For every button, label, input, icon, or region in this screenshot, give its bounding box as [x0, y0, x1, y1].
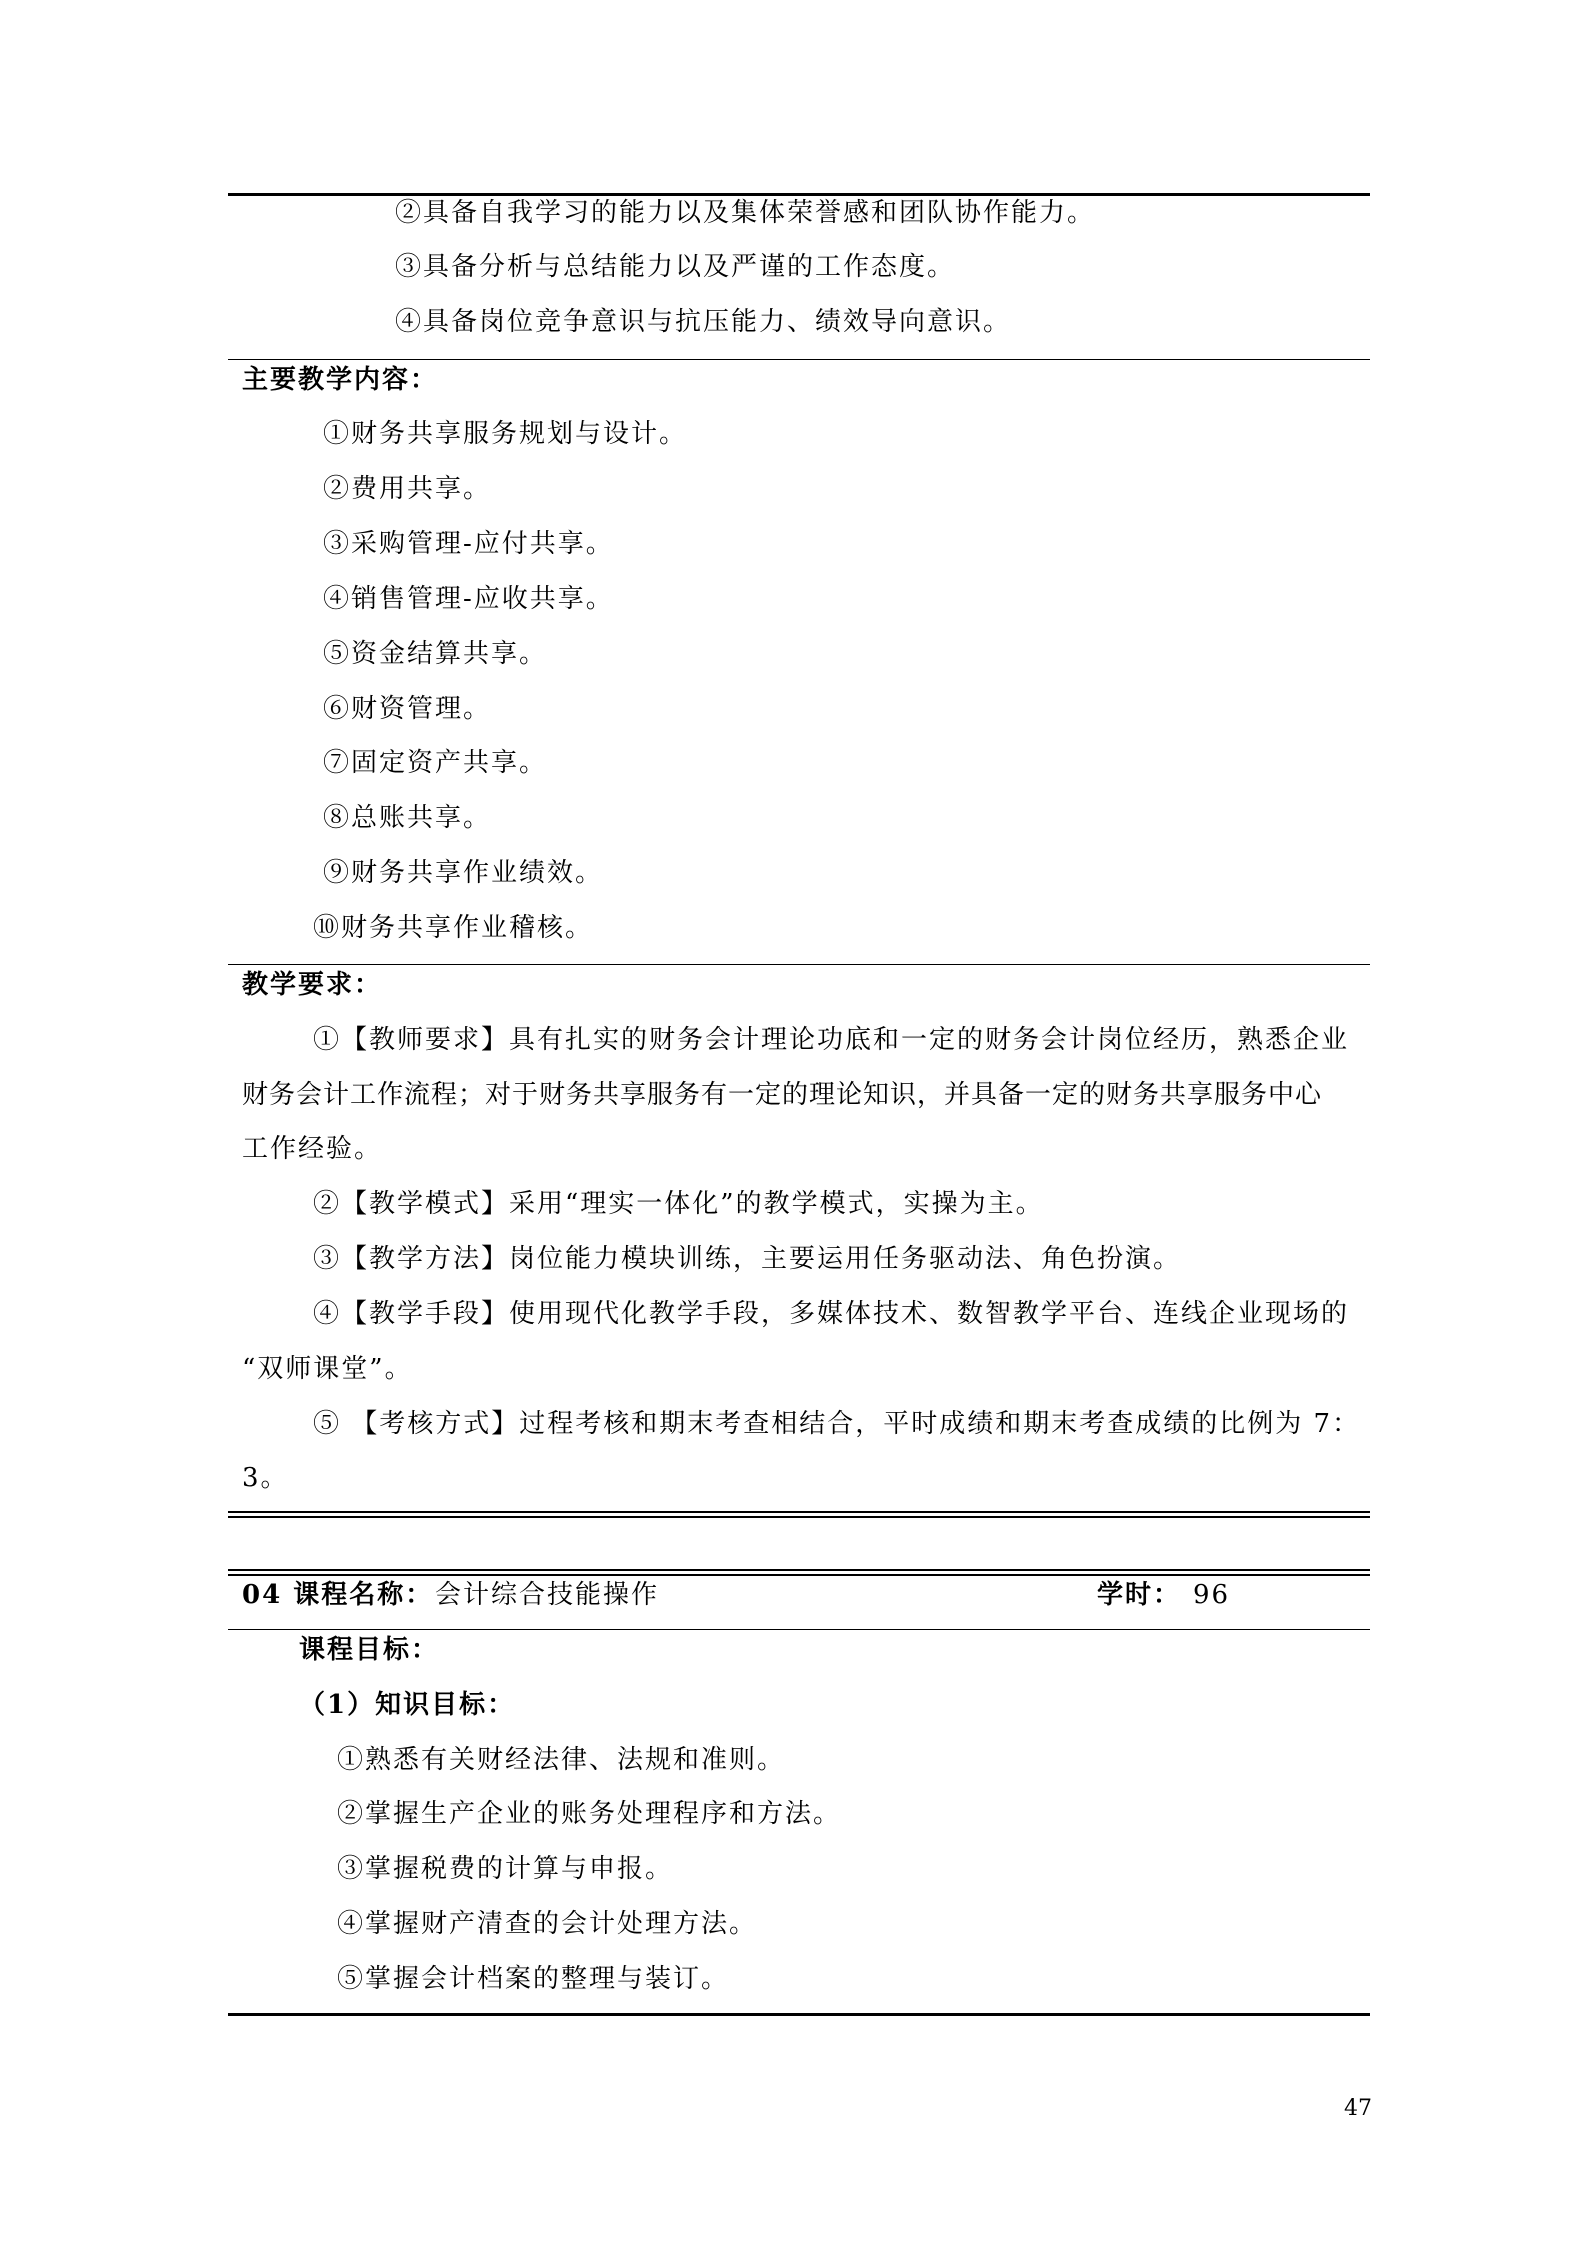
content-item: ⑥财资管理。	[323, 694, 492, 724]
requirement-line: ⑤ 【考核方式】过程考核和期末考查相结合，平时成绩和期末考查成绩的比例为 7：	[313, 1409, 1361, 1439]
knowledge-item: ④掌握财产清查的会计处理方法。	[337, 1909, 758, 1939]
course-goals-heading: 课程目标：	[299, 1635, 440, 1665]
content-item: ⑤资金结算共享。	[323, 639, 548, 669]
ability-item-3: ③具备分析与总结能力以及严谨的工作态度。	[395, 252, 956, 282]
knowledge-goals-heading: （1）知识目标：	[299, 1690, 516, 1720]
knowledge-item: ①熟悉有关财经法律、法规和准则。	[337, 1745, 786, 1775]
main-content-heading: 主要教学内容：	[242, 365, 439, 395]
course-hours-value: 96	[1193, 1580, 1231, 1610]
course-hours-label: 学时：	[1097, 1580, 1182, 1610]
requirement-line: ③【教学方法】岗位能力模块训练，主要运用任务驱动法、角色扮演。	[313, 1244, 1182, 1274]
content-item: ⑧总账共享。	[323, 803, 492, 833]
content-item: ③采购管理-应付共享。	[323, 529, 614, 559]
requirement-line: ④【教学手段】使用现代化教学手段，多媒体技术、数智教学平台、连线企业现场的	[313, 1299, 1350, 1329]
knowledge-item: ③掌握税费的计算与申报。	[337, 1854, 674, 1884]
requirement-line: ②【教学模式】采用“理实一体化”的教学模式，实操为主。	[313, 1189, 1044, 1219]
requirement-line: 工作经验。	[242, 1134, 383, 1164]
content-item: ⑦固定资产共享。	[323, 748, 548, 778]
requirement-line: 财务会计工作流程；对于财务共享服务有一定的理论知识，并具备一定的财务共享服务中心	[242, 1080, 1323, 1110]
requirement-line: “双师课堂”。	[242, 1354, 413, 1384]
knowledge-item: ②掌握生产企业的账务处理程序和方法。	[337, 1799, 842, 1829]
content-item: ⑩财务共享作业稽核。	[313, 913, 594, 943]
knowledge-item: ⑤掌握会计档案的整理与装订。	[337, 1964, 730, 1994]
divider	[228, 359, 1370, 360]
content-item: ⑨财务共享作业绩效。	[323, 858, 604, 888]
ability-item-2: ②具备自我学习的能力以及集体荣誉感和团队协作能力。	[395, 198, 1096, 228]
requirement-line: ①【教师要求】具有扎实的财务会计理论功底和一定的财务会计岗位经历，熟悉企业	[313, 1025, 1350, 1055]
page-number: 47	[1344, 2096, 1372, 2121]
section-end-rule	[228, 1511, 1370, 1513]
content-item: ②费用共享。	[323, 474, 492, 504]
top-rule	[228, 193, 1370, 196]
ability-item-4: ④具备岗位竞争意识与抗压能力、绩效导向意识。	[395, 307, 1012, 337]
divider	[228, 1629, 1370, 1630]
divider	[228, 964, 1370, 965]
content-item: ④销售管理-应收共享。	[323, 584, 614, 614]
requirement-line: 3。	[242, 1463, 289, 1493]
course-top-rule	[228, 1569, 1370, 1571]
requirements-heading: 教学要求：	[242, 970, 383, 1000]
course-name-label: 04 课程名称：	[242, 1580, 434, 1610]
content-item: ①财务共享服务规划与设计。	[323, 419, 688, 449]
bottom-rule	[228, 2013, 1370, 2016]
course-name-value: 会计综合技能操作	[435, 1580, 660, 1610]
